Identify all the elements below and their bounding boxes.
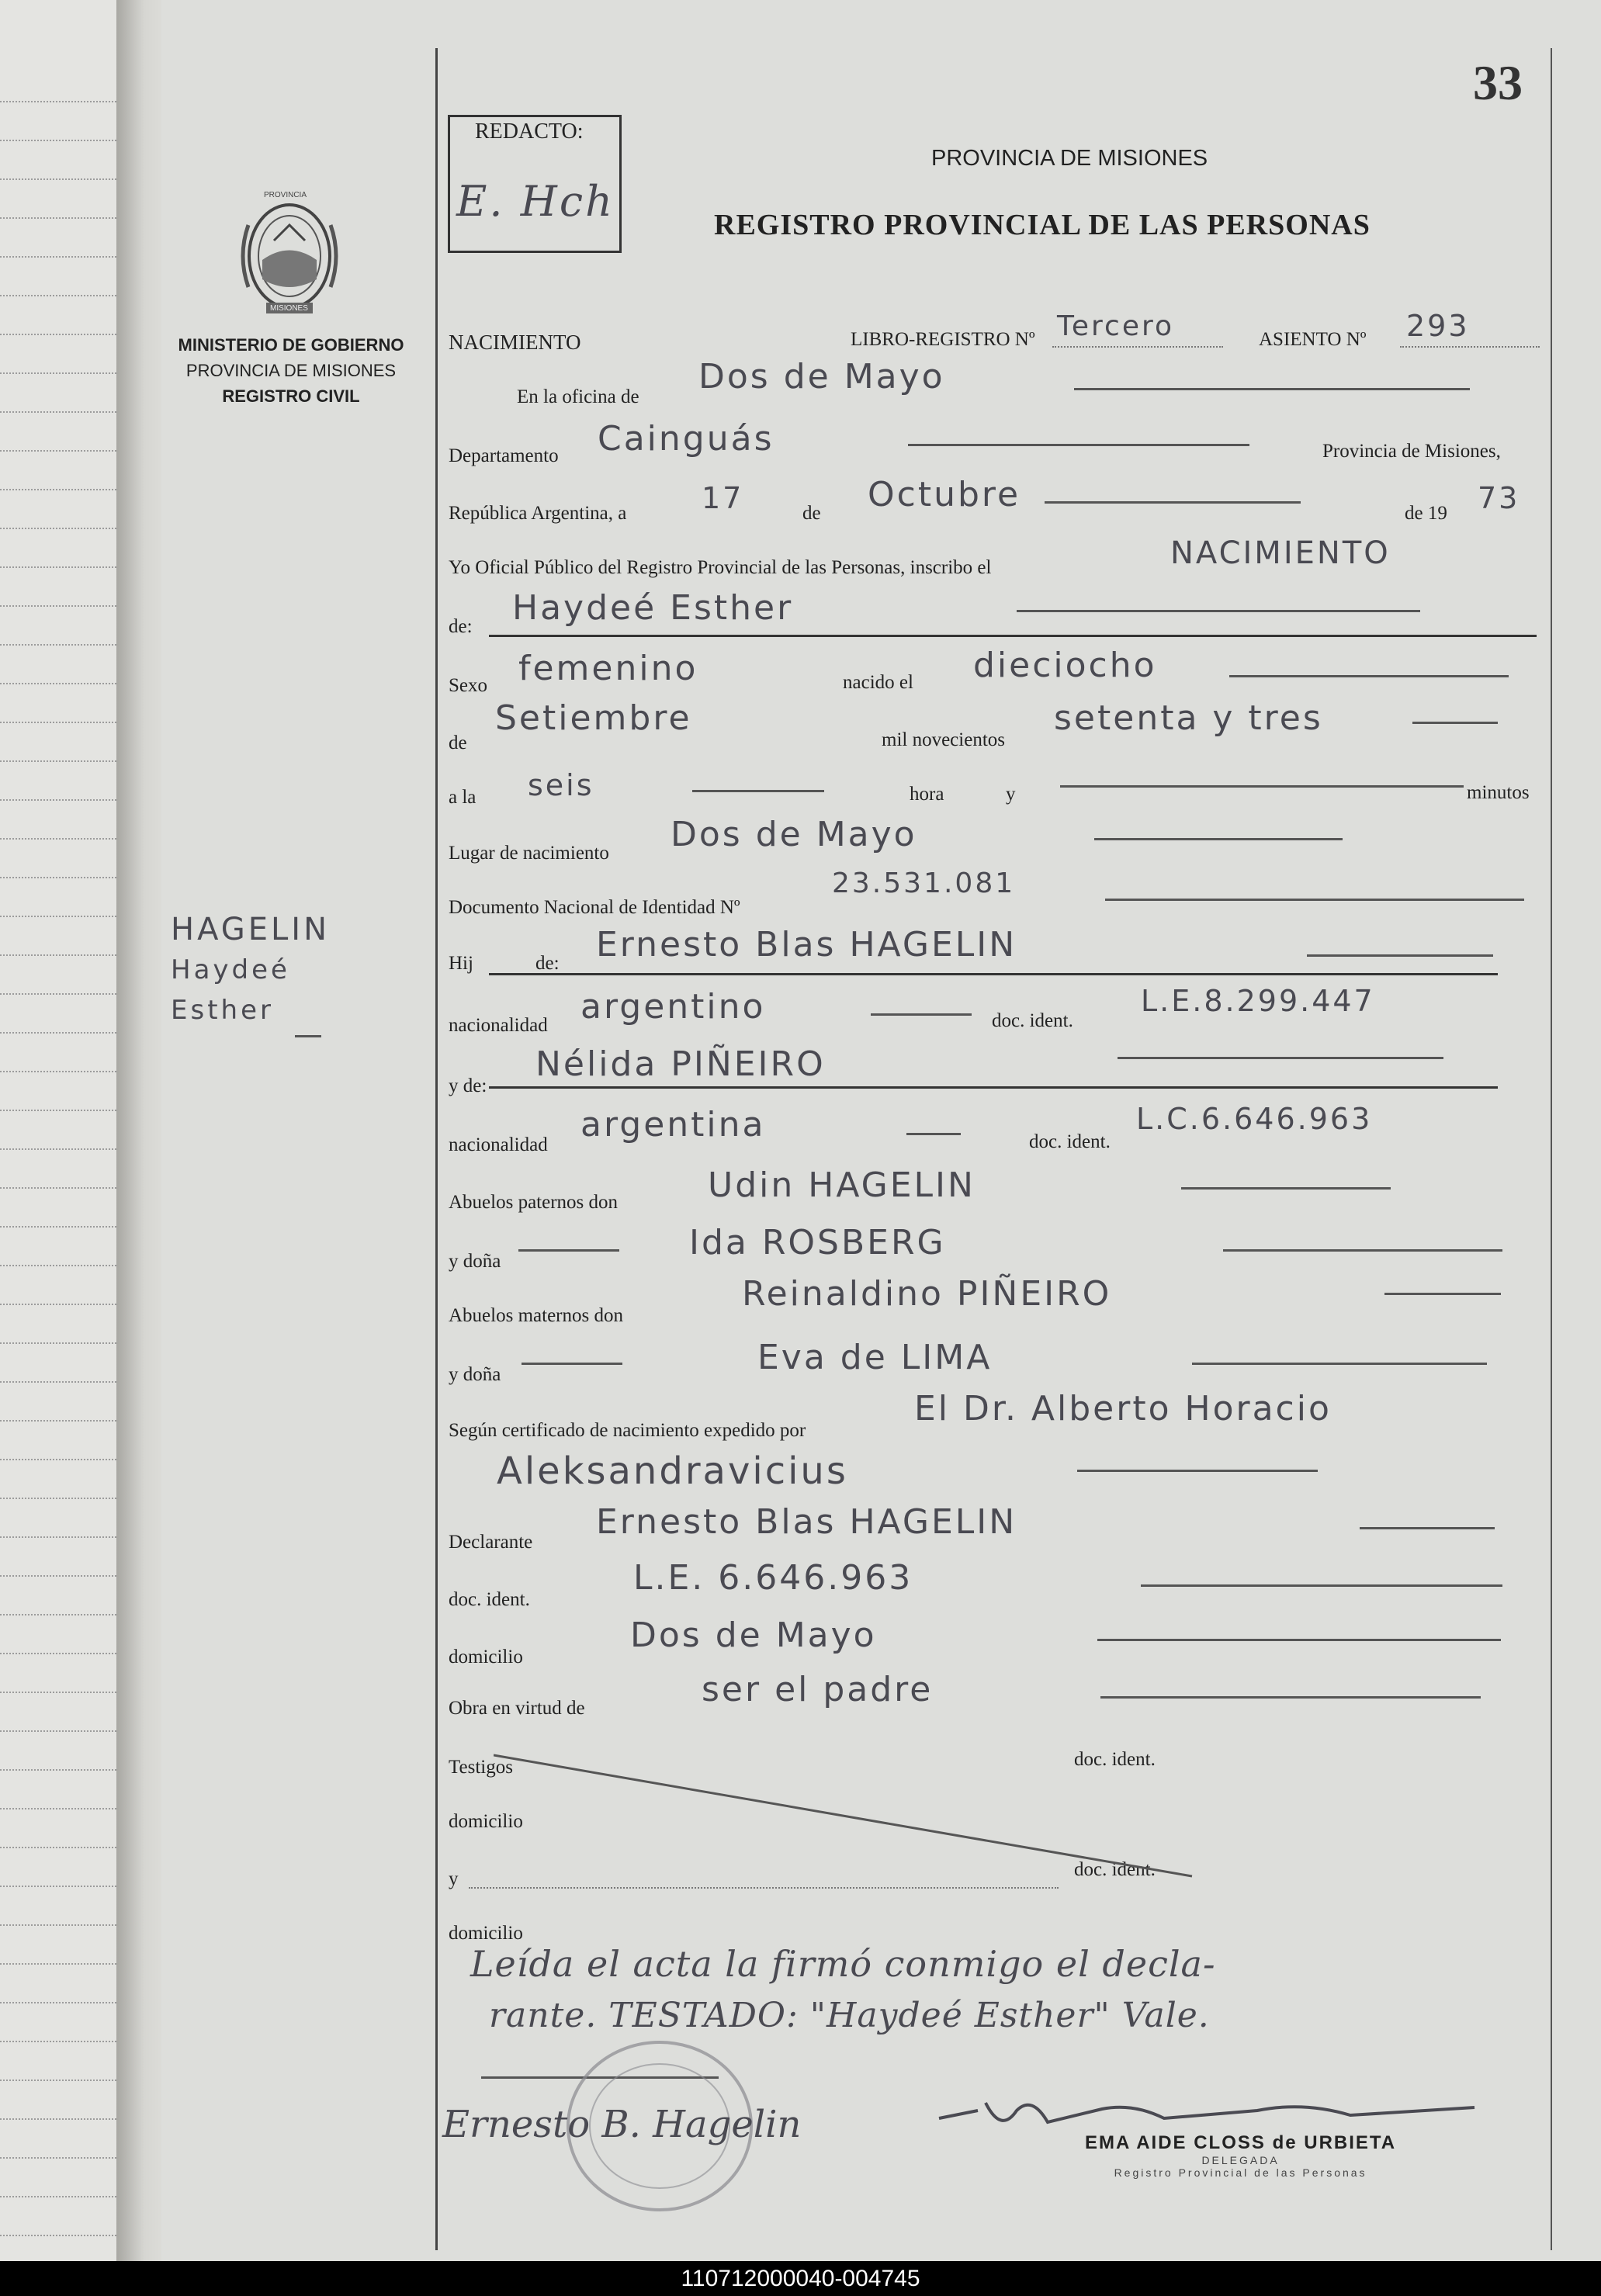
value-nombre: Haydeé Esther <box>512 588 794 628</box>
value-padre-nac: argentino <box>580 987 766 1027</box>
official-signature-block <box>1085 2132 1396 2179</box>
margin-name1: Haydeé <box>171 954 290 985</box>
redacto-signature: E. Hch <box>456 177 615 226</box>
label-y-hora: y <box>1006 784 1016 805</box>
label-de-nac-mes: de <box>449 732 467 753</box>
label-provincia-misiones: Provincia de Misiones, <box>1322 441 1501 462</box>
official-office: Registro Provincial de las Personas <box>1114 2166 1367 2179</box>
value-declarante-doc: L.E. 6.646.963 <box>633 1558 913 1598</box>
value-certificado-1: El Dr. Alberto Horacio <box>914 1389 1332 1429</box>
label-doc-declarante: doc. ident. <box>449 1589 530 1610</box>
declarant-signature: Ernesto B. Hagelin <box>442 2103 802 2146</box>
value-nacido-anio: setenta y tres <box>1054 698 1323 738</box>
label-republica: República Argentina, a <box>449 503 627 524</box>
label-mil-novecientos: mil novecientos <box>882 729 1005 750</box>
right-rule <box>1551 48 1552 2250</box>
label-doc-testigo2: doc. ident. <box>1074 1859 1156 1880</box>
value-abuelo-pat: Udin HAGELIN <box>708 1165 976 1205</box>
label-yo-oficial: Yo Oficial Público del Registro Provincial de las Personas, inscribo el <box>449 557 992 578</box>
province-heading: PROVINCIA DE MISIONES <box>931 146 1208 171</box>
ministry-block <box>165 332 418 409</box>
label-nacimiento: NACIMIENTO <box>449 331 581 354</box>
value-padre-doc: L.E.8.299.447 <box>1141 984 1375 1018</box>
value-mes: Octubre <box>868 475 1021 514</box>
label-nacido-el: nacido el <box>843 672 913 693</box>
value-nacido-mes: Setiembre <box>495 698 692 738</box>
value-abuela-mat: Eva de LIMA <box>757 1338 993 1377</box>
seal-bottom-text: MISIONES <box>270 304 308 313</box>
label-de-padre: de: <box>535 953 560 974</box>
ministry-line3: REGISTRO CIVIL <box>222 386 360 406</box>
label-abuelos-paternos: Abuelos paternos don <box>449 1192 619 1213</box>
margin-name2: Esther <box>171 995 274 1026</box>
label-declarante: Declarante <box>449 1532 533 1553</box>
label-testigos: Testigos <box>449 1757 513 1778</box>
label-doc-padre: doc. ident. <box>992 1010 1073 1031</box>
label-minutos: minutos <box>1467 782 1530 803</box>
label-dni: Documento Nacional de Identidad Nº <box>449 897 740 918</box>
ministry-line1: MINISTERIO DE GOBIERNO <box>178 335 404 355</box>
value-abuelo-mat: Reinaldino PIÑEIRO <box>742 1274 1112 1314</box>
value-madre-nac: argentina <box>580 1105 766 1145</box>
provincial-seal-icon <box>231 194 348 318</box>
label-doc-testigo1: doc. ident. <box>1074 1749 1156 1770</box>
value-declarante: Ernesto Blas HAGELIN <box>596 1502 1017 1542</box>
closing-line-1: Leída el acta la firmó conmigo el decla- <box>470 1943 1216 1985</box>
label-domicilio: domicilio <box>449 1647 523 1667</box>
label-hora: hora <box>910 784 944 805</box>
label-doc-madre: doc. ident. <box>1029 1131 1111 1152</box>
value-lugar: Dos de Mayo <box>671 815 917 854</box>
document-id-footer: 110712000040-004745 <box>0 2261 1601 2296</box>
label-de-nombre: de: <box>449 616 473 637</box>
label-nacionalidad-madre: nacionalidad <box>449 1134 548 1155</box>
ministry-line2: PROVINCIA DE MISIONES <box>185 361 397 380</box>
value-dia: 17 <box>702 481 744 515</box>
book-gutter <box>116 0 163 2261</box>
left-page-edge <box>0 0 132 2261</box>
redacto-label: REDACTO: <box>475 119 584 144</box>
label-domicilio-testigo2: domicilio <box>449 1923 523 1944</box>
value-oficina: Dos de Mayo <box>698 357 945 397</box>
label-domicilio-testigo1: domicilio <box>449 1811 523 1832</box>
value-acto: NACIMIENTO <box>1170 535 1391 571</box>
margin-annotation <box>171 909 330 1037</box>
page-number: 33 <box>1473 55 1523 110</box>
margin-rule <box>435 48 438 2250</box>
value-asiento: 293 <box>1406 309 1470 343</box>
label-sexo: Sexo <box>449 675 487 696</box>
value-certificado-2: Aleksandravicius <box>497 1449 848 1493</box>
label-y-testigo: y <box>449 1868 459 1889</box>
value-anio: 73 <box>1478 481 1520 515</box>
label-oficina: En la oficina de <box>517 386 639 407</box>
label-departamento: Departamento <box>449 445 559 466</box>
label-lugar: Lugar de nacimiento <box>449 843 609 864</box>
label-y-dona-pat: y doña <box>449 1251 501 1272</box>
value-libro: Tercero <box>1057 310 1175 342</box>
strike-through-line <box>494 1752 1502 1892</box>
label-segun-certificado: Según certificado de nacimiento expedido por <box>449 1420 806 1441</box>
label-asiento: ASIENTO Nº <box>1259 329 1367 350</box>
value-hora-hw: seis <box>528 768 594 802</box>
value-domicilio: Dos de Mayo <box>630 1616 877 1655</box>
margin-surname: HAGELIN <box>171 912 331 947</box>
label-de-19: de 19 <box>1405 503 1447 524</box>
label-a-la: a la <box>449 787 476 808</box>
value-dni: 23.531.081 <box>832 867 1016 899</box>
registry-heading: REGISTRO PROVINCIAL DE LAS PERSONAS <box>714 209 1371 241</box>
value-abuela-pat: Ida ROSBERG <box>689 1223 946 1262</box>
value-sexo: femenino <box>518 649 698 688</box>
official-title: DELEGADA <box>1201 2154 1280 2166</box>
label-abuelos-maternos: Abuelos maternos don <box>449 1305 623 1326</box>
label-obra: Obra en virtud de <box>449 1698 585 1719</box>
value-nacido-dia: dieciocho <box>973 646 1157 685</box>
closing-line-2: rante. TESTADO: "Haydeé Esther" Vale. <box>489 1996 1210 2035</box>
value-madre-doc: L.C.6.646.963 <box>1136 1102 1373 1136</box>
value-obra: ser el padre <box>702 1670 934 1709</box>
label-de-mes: de <box>802 503 821 524</box>
label-y-dona-mat: y doña <box>449 1364 501 1385</box>
official-name: EMA AIDE CLOSS de URBIETA <box>1085 2132 1397 2153</box>
value-padre: Ernesto Blas HAGELIN <box>596 925 1017 964</box>
value-madre: Nélida PIÑEIRO <box>535 1044 826 1084</box>
label-hij: Hij <box>449 953 473 974</box>
label-libro-registro: LIBRO-REGISTRO Nº <box>851 329 1035 350</box>
label-nacionalidad-padre: nacionalidad <box>449 1015 548 1036</box>
label-y-de-madre: y de: <box>449 1075 487 1096</box>
value-departamento: Cainguás <box>598 419 775 459</box>
seal-top-text: PROVINCIA <box>264 191 307 199</box>
